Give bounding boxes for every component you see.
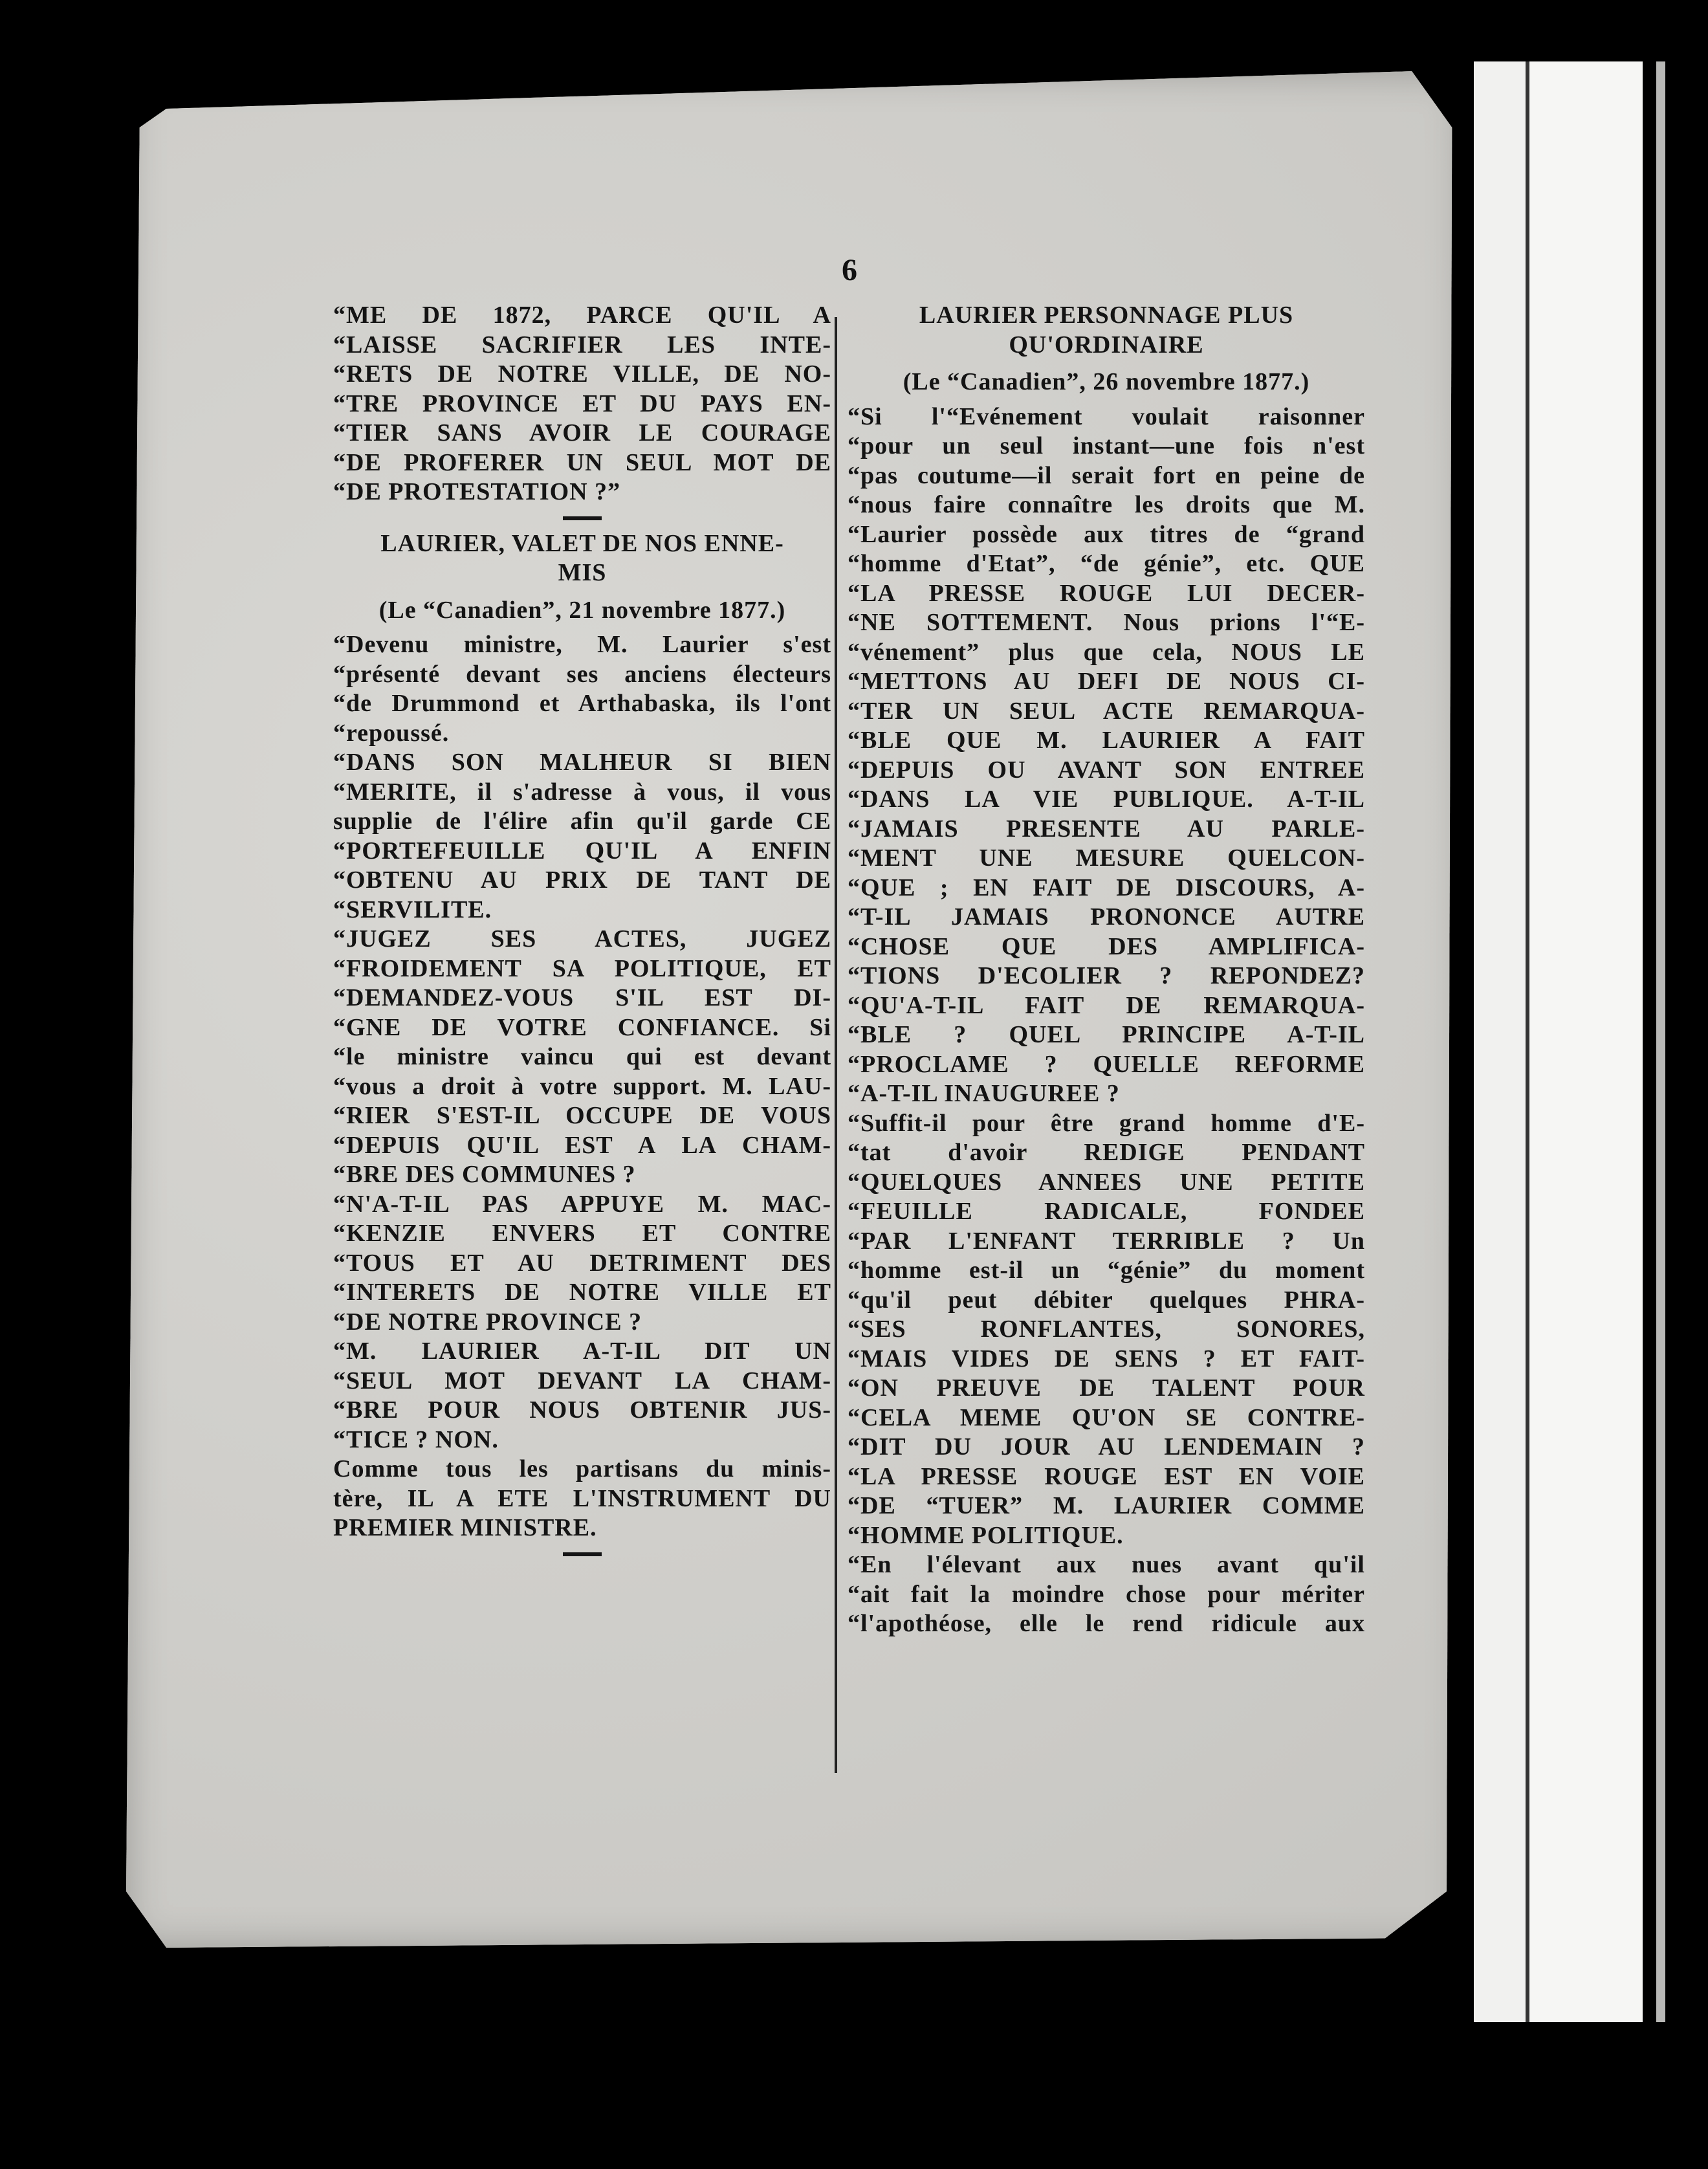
text-line: “OBTENU AU PRIX DE TANT DE xyxy=(333,866,831,894)
text-line: “RIER S'EST-IL OCCUPE DE VOUS xyxy=(333,1102,831,1129)
dateline: (Le “Canadien”, 26 novembre 1877.) xyxy=(903,368,1310,395)
text-line: “le ministre vaincu qui est devant xyxy=(333,1043,831,1070)
text-line: “homme est-il un “génie” du moment xyxy=(848,1257,1365,1284)
text-line: “N'A-T-IL PAS APPUYE M. MAC- xyxy=(333,1190,831,1218)
text-line: supplie de l'élire afin qu'il garde CE xyxy=(333,808,831,835)
text-line: “QUELQUES ANNEES UNE PETITE xyxy=(848,1168,1365,1196)
text-line: “de Drummond et Arthabaska, ils l'ont xyxy=(333,690,831,717)
text-line: “tat d'avoir REDIGE PENDANT xyxy=(848,1139,1365,1166)
text-line: “DIT DU JOUR AU LENDEMAIN ? xyxy=(848,1433,1365,1460)
text-line: “KENZIE ENVERS ET CONTRE xyxy=(333,1220,831,1247)
text-line: “JUGEZ SES ACTES, JUGEZ xyxy=(333,925,831,952)
text-line: “NE SOTTEMENT. Nous prions l'“E- xyxy=(848,609,1365,636)
text-line: “TRE PROVINCE ET DU PAYS EN- xyxy=(333,390,831,417)
text-line: “INTERETS DE NOTRE VILLE ET xyxy=(333,1279,831,1306)
text-line: “CHOSE QUE DES AMPLIFICA- xyxy=(848,932,1365,960)
text-line: Comme tous les partisans du minis- xyxy=(333,1455,831,1482)
right-column xyxy=(848,301,1365,1639)
text-line: “DEPUIS QU'IL EST A LA CHAM- xyxy=(333,1131,831,1159)
text-line: “ON PREUVE DE TALENT POUR xyxy=(848,1374,1365,1402)
text-line: “SERVILITE. xyxy=(333,896,492,923)
text-line: “DE PROTESTATION ?” xyxy=(333,478,621,505)
text-line: “FROIDEMENT SA POLITIQUE, ET xyxy=(333,954,831,982)
text-line: “nous faire connaître les droits que M. xyxy=(848,491,1365,518)
text-line: “M. LAURIER A-T-IL DIT UN xyxy=(333,1338,831,1365)
text-line: “HOMME POLITIQUE. xyxy=(848,1521,1124,1549)
section-heading: LAURIER, VALET DE NOS ENNE- xyxy=(380,529,784,557)
section-rule xyxy=(563,516,602,520)
text-line: “A-T-IL INAUGUREE ? xyxy=(848,1080,1120,1107)
text-line: “T-IL JAMAIS PRONONCE AUTRE xyxy=(848,903,1365,930)
text-line: “DE “TUER” M. LAURIER COMME xyxy=(848,1492,1365,1519)
text-line: “DANS LA VIE PUBLIQUE. A-T-IL xyxy=(848,786,1365,813)
text-line: “ait fait la moindre chose pour mériter xyxy=(848,1580,1365,1608)
text-line: “GNE DE VOTRE CONFIANCE. Si xyxy=(333,1013,831,1041)
text-line: “vous a droit à votre support. M. LAU- xyxy=(333,1072,831,1100)
text-line: “TIER SANS AVOIR LE COURAGE xyxy=(333,419,831,446)
text-line: “BLE QUE M. LAURIER A FAIT xyxy=(848,727,1365,754)
text-line: “FEUILLE RADICALE, FONDEE xyxy=(848,1198,1365,1225)
text-line: “LA PRESSE ROUGE EST EN VOIE xyxy=(848,1462,1365,1490)
text-line: “l'apothéose, elle le rend ridicule aux xyxy=(848,1610,1365,1637)
text-line: “TER UN SEUL ACTE REMARQUA- xyxy=(848,697,1365,725)
text-line: “RETS DE NOTRE VILLE, DE NO- xyxy=(333,360,831,388)
text-line: “repoussé. xyxy=(333,719,450,747)
text-line: “DANS SON MALHEUR SI BIEN xyxy=(333,749,831,776)
text-line: “DEPUIS OU AVANT SON ENTREE xyxy=(848,756,1365,784)
text-line: “CELA MEME QU'ON SE CONTRE- xyxy=(848,1404,1365,1431)
section-heading: QU'ORDINAIRE xyxy=(1009,331,1204,358)
text-line: “QUE ; EN FAIT DE DISCOURS, A- xyxy=(848,874,1365,901)
text-line: “Suffit-il pour être grand homme d'E- xyxy=(848,1109,1365,1137)
text-line: “QU'A-T-IL FAIT DE REMARQUA- xyxy=(848,991,1365,1019)
text-line: “ME DE 1872, PARCE QU'IL A xyxy=(333,302,831,329)
text-line: “METTONS AU DEFI DE NOUS CI- xyxy=(848,668,1365,695)
text-line: “SES RONFLANTES, SONORES, xyxy=(848,1316,1365,1343)
text-line: “BRE DES COMMUNES ? xyxy=(333,1161,636,1188)
text-line: “BRE POUR NOUS OBTENIR JUS- xyxy=(333,1396,831,1424)
text-line: “vénement” plus que cela, NOUS LE xyxy=(848,638,1365,666)
section-heading: LAURIER PERSONNAGE PLUS xyxy=(919,302,1294,329)
page-number: 6 xyxy=(842,253,857,287)
section-heading: MIS xyxy=(558,559,607,586)
text-line: “DE NOTRE PROVINCE ? xyxy=(333,1308,642,1336)
text-line: tère, IL A ETE L'INSTRUMENT DU xyxy=(333,1484,831,1512)
dateline: (Le “Canadien”, 21 novembre 1877.) xyxy=(378,596,786,624)
text-line: “MERITE, il s'adresse à vous, il vous xyxy=(333,778,831,806)
text-line: “présenté devant ses anciens électeurs xyxy=(333,660,831,688)
text-line: “pour un seul instant—une fois n'est xyxy=(848,432,1365,459)
text-line: “DEMANDEZ-VOUS S'IL EST DI- xyxy=(333,984,831,1011)
text-line: “En l'élevant aux nues avant qu'il xyxy=(848,1551,1365,1578)
text-line: “TIONS D'ECOLIER ? REPONDEZ? xyxy=(848,962,1365,989)
text-line: “DE PROFERER UN SEUL MOT DE xyxy=(333,448,831,476)
text-line: “Devenu ministre, M. Laurier s'est xyxy=(333,631,831,658)
text-line: “JAMAIS PRESENTE AU PARLE- xyxy=(848,815,1365,842)
left-column xyxy=(333,301,831,1565)
text-line: “MENT UNE MESURE QUELCON- xyxy=(848,844,1365,872)
text-line: “LA PRESSE ROUGE LUI DECER- xyxy=(848,579,1365,607)
text-line: “PORTEFEUILLE QU'IL A ENFIN xyxy=(333,837,831,864)
text-line: “MAIS VIDES DE SENS ? ET FAIT- xyxy=(848,1345,1365,1372)
binding-strip-inner xyxy=(1529,61,1643,2022)
text-line: “pas coutume—il serait fort en peine de xyxy=(848,461,1365,489)
text-line: “PROCLAME ? QUELLE REFORME xyxy=(848,1050,1365,1078)
section-rule xyxy=(563,1552,602,1556)
binding-strip xyxy=(1474,61,1526,2022)
text-line: “TOUS ET AU DETRIMENT DES xyxy=(333,1249,831,1277)
text-line: “BLE ? QUEL PRINCIPE A-T-IL xyxy=(848,1021,1365,1048)
text-line: “PAR L'ENFANT TERRIBLE ? Un xyxy=(848,1227,1365,1255)
text-line: “Laurier possède aux titres de “grand xyxy=(848,520,1365,548)
text-line: “TICE ? NON. xyxy=(333,1426,499,1453)
text-line: PREMIER MINISTRE. xyxy=(333,1514,597,1541)
binding-edge xyxy=(1656,61,1665,2022)
text-line: “qu'il peut débiter quelques PHRA- xyxy=(848,1286,1365,1314)
text-line: “Si l'“Evénement voulait raisonner xyxy=(848,402,1365,430)
text-line: “SEUL MOT DEVANT LA CHAM- xyxy=(333,1367,831,1394)
column-divider xyxy=(835,317,837,1773)
text-line: “LAISSE SACRIFIER LES INTE- xyxy=(333,331,831,358)
text-line: “homme d'Etat”, “de génie”, etc. QUE xyxy=(848,550,1365,577)
